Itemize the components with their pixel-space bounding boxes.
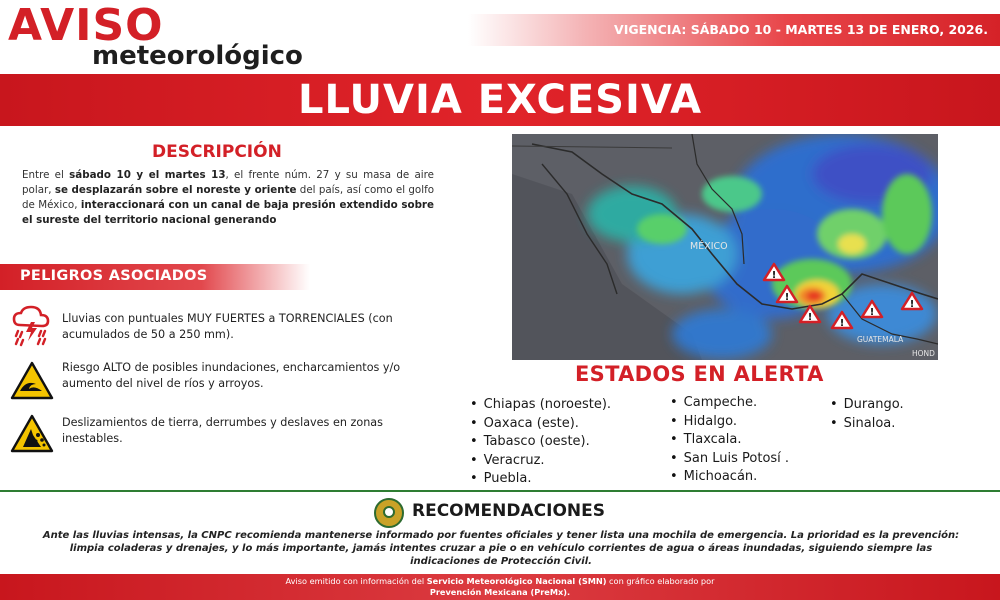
- svg-text:!: !: [839, 318, 845, 329]
- svg-text:!: !: [807, 312, 813, 323]
- desc-bold: se desplazarán sobre el noreste y oriente: [54, 184, 297, 196]
- landslide-warning-icon: [10, 413, 54, 455]
- map-label-honduras: HOND: [912, 349, 935, 358]
- peligros-banner: [0, 264, 310, 290]
- desc-part: , el frente núm. 27 y su masa de aire polar,: [22, 169, 434, 196]
- estados-heading: ESTADOS EN ALERTA: [575, 362, 824, 386]
- estado-item: • Puebla.: [470, 471, 611, 490]
- footer-bold: Prevención Mexicana (PreMx).: [429, 587, 571, 597]
- hazard-text: Deslizamientos de tierra, derrumbes y deslaves en zonas inestables.: [62, 416, 383, 445]
- desc-part: del país, así como el golfo de México,: [22, 184, 434, 211]
- vigencia-banner: [468, 14, 1000, 46]
- estado-item: • San Luis Potosí .: [670, 451, 789, 470]
- footer-part: Aviso emitido con información del: [285, 576, 427, 586]
- estado-item: • Tlaxcala.: [670, 432, 789, 451]
- flood-warning-icon: [10, 360, 54, 402]
- estado-item: • Veracruz.: [470, 453, 611, 472]
- hazard-item: [10, 413, 450, 459]
- svg-text:!: !: [784, 292, 790, 303]
- estado-item: • Oaxaca (este).: [470, 416, 611, 435]
- map-label-mexico: MÉXICO: [690, 241, 728, 252]
- peligros-heading: PELIGROS ASOCIADOS: [20, 268, 208, 284]
- meteorologico-subtitle: meteorológico: [92, 41, 303, 71]
- map-label-guatemala: GUATEMALA: [857, 335, 904, 344]
- svg-text:!: !: [909, 299, 915, 310]
- estado-item: • Sinaloa.: [830, 416, 904, 435]
- desc-bold: sábado 10 y el martes 13: [69, 169, 226, 181]
- footer-part: con gráfico elaborado por: [606, 576, 715, 586]
- recomendaciones-text: Ante las lluvias intensas, la CNPC recomienda mantenerse informado por fuentes oficiales y tener lista una mochila de emergencia. La prioridad es la prevención: limpia coladeras y drenajes, y lo más importante, jamás intentes cruzar a pie o en vehículo corrientes de agua o áreas inundadas, siguiendo siempre las indicaciones de Protección Civil.: [42, 530, 960, 567]
- footer-banner: [0, 574, 1000, 600]
- estados-list-col2: [670, 395, 789, 488]
- rainfall-map-graphic: [512, 134, 938, 360]
- desc-part: Entre el: [22, 169, 70, 181]
- title-banner: [0, 74, 1000, 126]
- heavy-rain-icon: [10, 305, 54, 347]
- estados-list-col1: [470, 397, 611, 490]
- divider-line: [0, 490, 1000, 492]
- estado-item: • Durango.: [830, 397, 904, 416]
- recomendaciones-heading: RECOMENDACIONES: [412, 501, 605, 521]
- svg-text:!: !: [869, 307, 875, 318]
- hazard-item: [10, 360, 450, 406]
- main-title: LLUVIA EXCESIVA: [297, 77, 703, 123]
- hazard-item: [10, 305, 450, 351]
- estado-item: • Hidalgo.: [670, 414, 789, 433]
- footer-bold: Servicio Meteorológico Nacional (SMN): [426, 576, 607, 586]
- rainfall-map: [512, 134, 938, 360]
- vigencia-text: VIGENCIA: SÁBADO 10 - MARTES 13 DE ENERO, 2026.: [614, 22, 988, 37]
- aviso-title: AVISO: [8, 0, 164, 51]
- svg-text:!: !: [771, 270, 777, 281]
- footer-text: [0, 576, 1000, 598]
- estado-item: • Michoacán.: [670, 469, 789, 488]
- estado-item: • Tabasco (oeste).: [470, 434, 611, 453]
- estado-item: • Campeche.: [670, 395, 789, 414]
- descripcion-heading: DESCRIPCIÓN: [152, 142, 282, 162]
- cnpc-logo-icon: [374, 498, 404, 528]
- hazard-text: Lluvias con puntuales MUY FUERTES a TORRENCIALES (con acumulados de 50 a 250 mm).: [62, 312, 393, 341]
- desc-bold: interaccionará con un canal de baja presión extendido sobre el sureste del territorio nacional generando: [22, 199, 434, 226]
- header: [0, 0, 1000, 74]
- estado-item: • Chiapas (noroeste).: [470, 397, 611, 416]
- descripcion-text: [22, 168, 434, 228]
- hazard-text: Riesgo ALTO de posibles inundaciones, encharcamientos y/o aumento del nivel de ríos y arroyos.: [62, 361, 401, 390]
- estados-list-col3: [830, 397, 904, 434]
